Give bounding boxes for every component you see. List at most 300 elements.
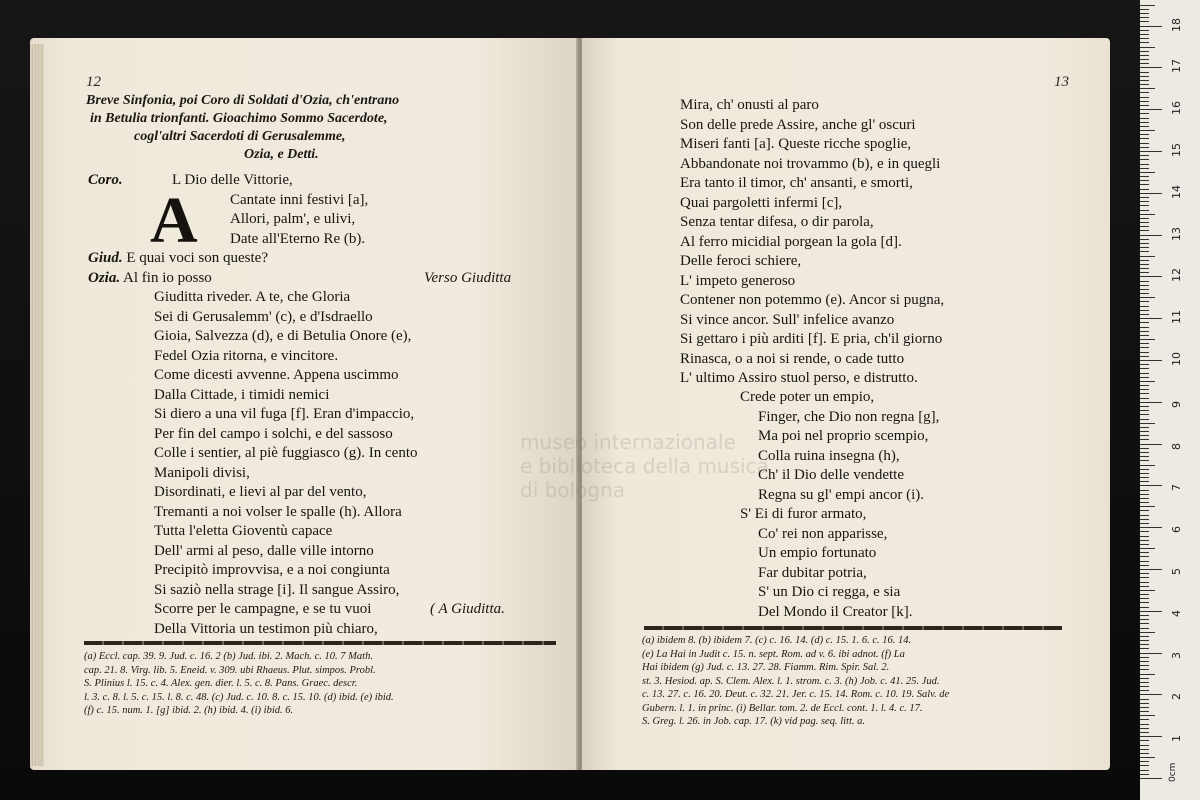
ruler-tick	[1140, 201, 1149, 202]
ruler-tick	[1140, 573, 1149, 574]
recitative-block	[680, 96, 944, 389]
ruler-tick	[1140, 193, 1162, 194]
text-line	[88, 230, 568, 250]
ruler-tick	[1140, 339, 1155, 340]
stage-direction: ( A Giuditta.	[430, 601, 505, 617]
footnote-line: cap. 21. 8. Virg. lib. 5. Eneid. v. 309. ubi Rhaeus. Plut. simpos. Probl.	[84, 664, 376, 676]
heading-line: Breve Sinfonia, poi Coro di Soldati d'Ozia, ch'entrano	[86, 93, 400, 108]
verse-line: Regna su gl' empi ancor (i).	[758, 486, 924, 503]
ruler-tick	[1140, 84, 1149, 85]
ruler-tick	[1140, 498, 1149, 499]
ruler-tick	[1140, 778, 1162, 779]
line-text: Sei di Gerusalemm' (c), e d'Isdraello	[154, 308, 373, 325]
ruler-tick	[1140, 548, 1155, 549]
ruler-tick	[1140, 172, 1155, 173]
footnote-line: S. Plinius l. 15. c. 4. Alex. gen. dier. l. 5. c. 8. Pans. Graec. descr.	[84, 678, 358, 689]
ruler-number: 18	[1170, 17, 1183, 32]
ruler-tick	[1140, 444, 1162, 445]
line-text: Tremanti a noi volser le spalle (h). Allora	[154, 503, 402, 520]
ruler-tick	[1140, 719, 1149, 720]
ruler-tick	[1140, 770, 1149, 771]
ruler-tick	[1140, 715, 1155, 716]
ruler-tick	[1140, 256, 1155, 257]
ruler-tick	[1140, 661, 1149, 662]
ruler-tick	[1140, 619, 1149, 620]
heading-line: Ozia, e Detti.	[244, 147, 319, 162]
text-line	[88, 522, 568, 542]
text-line: Son delle prede Assire, anche gl' oscuri	[680, 116, 916, 133]
text-line: Senza tentar difesa, o dir parola,	[680, 214, 874, 230]
ruler-tick	[1140, 30, 1149, 31]
verse-line: Colla ruina insegna (h),	[758, 447, 900, 464]
ruler-tick	[1140, 289, 1149, 290]
ruler-tick	[1140, 210, 1149, 211]
text-line	[88, 444, 568, 464]
ruler-tick	[1140, 536, 1149, 537]
ruler-tick	[1140, 113, 1149, 114]
ruler-tick	[1140, 17, 1149, 18]
ruler-tick	[1140, 301, 1149, 302]
ruler-tick	[1140, 247, 1149, 248]
ruler-tick	[1140, 285, 1149, 286]
ruler-tick	[1140, 393, 1149, 394]
ruler-tick	[1140, 72, 1149, 73]
ruler-tick	[1140, 13, 1149, 14]
text-line: L' ultimo Assiro stuol perso, e distrutto.	[680, 370, 918, 386]
page-number: 13	[1054, 74, 1069, 90]
line-text: Allori, palm', e ulivi,	[230, 211, 356, 227]
text-line	[88, 366, 568, 386]
ruler-tick	[1140, 724, 1149, 725]
ruler-tick	[1140, 465, 1155, 466]
ruler-tick	[1140, 607, 1149, 608]
ruler-number: 6	[1170, 526, 1183, 534]
line-text: Dalla Cittade, i timidi nemici	[154, 386, 330, 403]
ruler-tick	[1140, 92, 1149, 93]
ruler-tick	[1140, 523, 1149, 524]
footnote-line: c. 13. 27. c. 16. 20. Deut. c. 32. 21. Jer. c. 15. 14. Rom. c. 10. 19. Salv. de	[642, 689, 950, 700]
ruler-tick	[1140, 657, 1149, 658]
text-line	[88, 620, 568, 640]
ruler-tick	[1140, 143, 1149, 144]
text-line	[88, 171, 568, 191]
ruler-tick	[1140, 765, 1149, 766]
watermark-line: e biblioteca della musica	[520, 454, 769, 478]
ruler-tick	[1140, 740, 1149, 741]
ruler-tick	[1140, 761, 1149, 762]
ruler-tick	[1140, 42, 1149, 43]
footnote-line: Hai ibidem (g) Jud. c. 13. 27. 28. Fiamm. Rim. Spir. Sal. 2.	[642, 662, 890, 673]
ruler-tick	[1140, 314, 1149, 315]
ruler-tick	[1140, 63, 1149, 64]
ruler-tick	[1140, 134, 1149, 135]
verse-line: Finger, che Dio non regna [g],	[758, 408, 940, 425]
speaker-label: Ozia.	[88, 269, 121, 286]
ruler-tick	[1140, 774, 1149, 775]
ruler-tick	[1140, 531, 1149, 532]
ruler-tick	[1140, 552, 1149, 553]
ruler-tick	[1140, 243, 1149, 244]
ruler-tick	[1140, 80, 1149, 81]
ruler-tick	[1140, 527, 1162, 528]
heading-line: cogl'altri Sacerdoti di Gerusalemme,	[134, 129, 346, 144]
ruler-number: 5	[1170, 568, 1183, 575]
page-edges	[30, 44, 44, 766]
ruler-tick	[1140, 272, 1149, 273]
ruler-tick	[1140, 678, 1149, 679]
ruler-tick	[1140, 88, 1155, 89]
ruler-tick	[1140, 694, 1162, 695]
line-text: Tutta l'eletta Gioventù capace	[154, 523, 333, 539]
ruler-tick	[1140, 373, 1149, 374]
ruler-tick	[1140, 281, 1149, 282]
text-line	[88, 386, 568, 406]
ruler-tick	[1140, 67, 1162, 68]
ruler-tick	[1140, 623, 1149, 624]
ruler-tick	[1140, 506, 1155, 507]
ruler-tick	[1140, 590, 1155, 591]
ruler-number: 8	[1170, 442, 1183, 450]
ruler-tick	[1140, 364, 1149, 365]
ruler-number: 12	[1170, 268, 1183, 283]
footnote-rule	[84, 641, 556, 645]
text-line	[88, 288, 568, 308]
verse-line: Crede poter un empio,	[740, 389, 875, 405]
aria-verse	[680, 388, 939, 622]
ruler-number: 14	[1170, 184, 1183, 199]
ruler-tick	[1140, 653, 1162, 654]
ruler-tick	[1140, 665, 1149, 666]
ruler-tick	[1140, 427, 1149, 428]
ruler-tick	[1140, 34, 1149, 35]
ruler-tick	[1140, 356, 1149, 357]
line-text: Scorre per le campagne, e se tu vuoi	[154, 601, 372, 617]
ruler-tick	[1140, 611, 1162, 612]
text-line	[88, 464, 568, 484]
line-text: Date all'Eterno Re (b).	[230, 230, 366, 247]
ruler-tick	[1140, 197, 1149, 198]
ruler-tick	[1140, 368, 1149, 369]
ruler-tick	[1140, 222, 1149, 223]
text-line	[88, 249, 568, 269]
line-text: Come dicesti avvenne. Appena uscimmo	[154, 367, 399, 383]
ruler-number: 17	[1170, 59, 1183, 74]
ruler-tick	[1140, 389, 1149, 390]
text-line: Si gettaro i più arditi [f]. E pria, ch'il giorno	[680, 331, 943, 347]
ruler-number: 13	[1170, 226, 1183, 241]
line-text: Giuditta riveder. A te, che Gloria	[154, 289, 351, 305]
ruler-tick	[1140, 21, 1149, 22]
ruler-tick	[1140, 297, 1155, 298]
ruler-tick	[1140, 226, 1149, 227]
ruler-tick	[1140, 636, 1149, 637]
text-line: Mira, ch' onusti al paro	[680, 97, 819, 113]
ruler-tick	[1140, 230, 1149, 231]
ruler-tick	[1140, 59, 1149, 60]
ruler-tick	[1140, 398, 1149, 399]
ruler-tick	[1140, 155, 1149, 156]
text-line: Era tanto il timor, ch' ansanti, e smorti,	[680, 175, 913, 191]
line-text: Per fin del campo i solchi, e del sassoso	[154, 425, 393, 442]
line-text: Si diero a una vil fuga [f]. Eran d'impaccio,	[154, 406, 415, 422]
text-line: Si vince ancor. Sull' infelice avanzo	[680, 311, 895, 328]
verse-line: S' Ei di furor armato,	[740, 506, 867, 522]
line-text: Colle i sentier, al piè fuggiasco (g). In cento	[154, 445, 418, 461]
ruler-number: 1	[1170, 735, 1183, 743]
measuring-ruler	[1140, 0, 1200, 800]
ruler-tick	[1140, 682, 1149, 683]
ruler-tick	[1140, 310, 1149, 311]
text-line	[88, 561, 568, 581]
ruler-tick	[1140, 669, 1149, 670]
ruler-tick	[1140, 5, 1155, 6]
ruler-tick	[1140, 456, 1149, 457]
ruler-tick	[1140, 644, 1149, 645]
ruler-tick	[1140, 352, 1149, 353]
verse-line: Del Mondo il Creator [k].	[758, 603, 913, 620]
ruler-tick	[1140, 377, 1149, 378]
ruler-tick	[1140, 306, 1149, 307]
text-line	[88, 191, 568, 211]
ruler-tick	[1140, 582, 1149, 583]
ruler-number: 16	[1170, 101, 1183, 116]
ruler-tick	[1140, 556, 1149, 557]
ruler-tick	[1140, 331, 1149, 332]
ruler-tick	[1140, 168, 1149, 169]
footnotes	[642, 634, 949, 729]
ruler-tick	[1140, 423, 1155, 424]
ruler-tick	[1140, 469, 1149, 470]
text-line: Al ferro micidial porgean la gola [d].	[680, 233, 902, 250]
ruler-tick	[1140, 728, 1149, 729]
ruler-tick	[1140, 264, 1149, 265]
ruler-tick	[1140, 214, 1155, 215]
page-number: 12	[86, 74, 101, 90]
ruler-tick	[1140, 402, 1162, 403]
open-book	[30, 38, 1110, 770]
heading-line: in Betulia trionfanti. Gioachimo Sommo Sacerdote,	[90, 111, 388, 126]
ruler-tick	[1140, 276, 1162, 277]
ruler-tick	[1140, 159, 1149, 160]
ruler-tick	[1140, 51, 1149, 52]
ruler-tick	[1140, 632, 1155, 633]
ruler-number: 10	[1170, 352, 1183, 366]
ruler-tick	[1140, 347, 1149, 348]
ruler-tick	[1140, 452, 1149, 453]
text-line	[88, 542, 568, 562]
ruler-tick	[1140, 327, 1149, 328]
ruler-tick	[1140, 565, 1149, 566]
ruler-tick	[1140, 711, 1149, 712]
left-page	[30, 38, 578, 770]
text-line: L' impeto generoso	[680, 272, 796, 289]
text-line	[88, 425, 568, 445]
ruler-tick	[1140, 686, 1149, 687]
ruler-tick	[1140, 628, 1149, 629]
line-text: Precipitò improvvisa, e a noi congiunta	[154, 562, 390, 578]
ruler-tick	[1140, 594, 1149, 595]
ruler-tick	[1140, 235, 1162, 236]
stage-direction: Verso Giuditta	[424, 269, 512, 286]
ruler-tick	[1140, 260, 1149, 261]
ruler-tick	[1140, 176, 1149, 177]
drop-cap: A	[150, 184, 198, 257]
ruler-number: 15	[1170, 143, 1183, 157]
dialogue-block	[88, 171, 568, 639]
ruler-tick	[1140, 448, 1149, 449]
ruler-tick	[1140, 502, 1149, 503]
ruler-tick	[1140, 109, 1162, 110]
footnote-line: (a) Eccl. cap. 39. 9. Jud. c. 16. 2 (b) Jud. ibi. 2. Mach. c. 10. 7 Math.	[84, 651, 373, 662]
ruler-tick	[1140, 615, 1149, 616]
ruler-tick	[1140, 184, 1149, 185]
speaker-label: Giud.	[88, 250, 123, 266]
ruler-tick	[1140, 138, 1149, 139]
ruler-tick	[1140, 640, 1149, 641]
verse-line: Far dubitar potria,	[758, 564, 867, 581]
ruler-tick	[1140, 406, 1149, 407]
ruler-number: 4	[1170, 609, 1183, 617]
ruler-tick	[1140, 515, 1149, 516]
text-line	[88, 600, 568, 620]
ruler-number: 2	[1170, 693, 1183, 701]
line-text: Cantate inni festivi [a],	[230, 191, 369, 208]
verse-line: Un empio fortunato	[758, 545, 877, 561]
ruler-tick	[1140, 577, 1149, 578]
line-text: Al fin io posso	[123, 269, 212, 286]
text-line: Delle feroci schiere,	[680, 253, 802, 269]
line-text: Disordinati, e lievi al par del vento,	[154, 484, 367, 500]
ruler-tick	[1140, 540, 1149, 541]
ruler-tick	[1140, 55, 1149, 56]
footnote-line: (f) c. 15. num. 1. [g] ibid. 2. (h) ibid. 4. (i) ibid. 6.	[84, 705, 294, 716]
footnote-line: l. 3. c. 8. l. 5. c. 15. l. 8. c. 48. (c) Jud. c. 10. 8. c. 15. 10. (d) ibid. (e) ibid.	[84, 691, 394, 703]
footnote-line: Gubern. l. 1. in princ. (i) Bellar. tom. 2. de Eccl. cont. 1. l. 4. c. 17.	[642, 702, 923, 714]
text-line	[88, 405, 568, 425]
ruler-tick	[1140, 47, 1155, 48]
ruler-tick	[1140, 118, 1149, 119]
text-line: Miseri fanti [a]. Queste ricche spoglie,	[680, 136, 912, 152]
ruler-tick	[1140, 490, 1149, 491]
verse-line: Ma poi nel proprio scempio,	[758, 428, 929, 444]
ruler-tick	[1140, 477, 1149, 478]
ruler-tick	[1140, 147, 1149, 148]
ruler-tick	[1140, 519, 1149, 520]
ruler-tick	[1140, 343, 1149, 344]
ruler-tick	[1140, 410, 1149, 411]
line-text: Si saziò nella strage [i]. Il sangue Assiro,	[154, 581, 400, 598]
footnotes	[84, 650, 394, 718]
line-text: Manipoli divisi,	[154, 464, 250, 481]
ruler-tick	[1140, 439, 1149, 440]
ruler-tick	[1140, 26, 1162, 27]
scene-heading	[86, 92, 566, 164]
ruler-tick	[1140, 569, 1162, 570]
ruler-tick	[1140, 707, 1149, 708]
ruler-tick	[1140, 189, 1149, 190]
ruler-tick	[1140, 736, 1162, 737]
ruler-tick	[1140, 164, 1149, 165]
ruler-tick	[1140, 745, 1149, 746]
text-line	[88, 347, 568, 367]
ruler-tick	[1140, 494, 1149, 495]
text-line	[88, 308, 568, 328]
line-text: Fedel Ozia ritorna, e vincitore.	[154, 347, 339, 364]
ruler-tick	[1140, 757, 1155, 758]
line-text: L Dio delle Vittorie,	[172, 172, 293, 188]
text-line	[88, 210, 568, 230]
ruler-tick	[1140, 322, 1149, 323]
ruler-tick	[1140, 268, 1149, 269]
ruler-number: 9	[1170, 400, 1183, 408]
ruler-tick	[1140, 101, 1149, 102]
ruler-tick	[1140, 753, 1149, 754]
text-line	[88, 269, 568, 289]
watermark-line: di bologna	[520, 478, 625, 502]
footnote-line: st. 3. Hesiod. ap. S. Clem. Alex. l. 1. strom. c. 3. (h) Job. c. 41. 25. Jud.	[642, 675, 940, 687]
text-line	[88, 503, 568, 523]
text-line	[88, 581, 568, 601]
right-page	[582, 38, 1110, 770]
ruler-tick	[1140, 97, 1149, 98]
ruler-tick	[1140, 481, 1149, 482]
text-line: Abbandonate noi trovammo (b), e in quegli	[680, 155, 941, 172]
ruler-tick	[1140, 431, 1149, 432]
ruler-tick	[1140, 251, 1149, 252]
footnote-rule	[644, 626, 1062, 630]
ruler-tick	[1140, 435, 1149, 436]
line-text: Della Vittoria un testimon più chiaro,	[154, 620, 378, 637]
ruler-tick	[1140, 749, 1149, 750]
ruler-tick	[1140, 293, 1149, 294]
ruler-tick	[1140, 602, 1149, 603]
verse-line: S' un Dio ci regga, e sia	[758, 584, 901, 600]
ruler-tick	[1140, 510, 1149, 511]
ruler-number: 7	[1170, 484, 1183, 492]
ruler-tick	[1140, 674, 1155, 675]
ruler-tick	[1140, 561, 1149, 562]
verse-line: Ch' il Dio delle vendette	[758, 467, 905, 483]
ruler-tick	[1140, 732, 1149, 733]
text-line: Contener non potemmo (e). Ancor si pugna,	[680, 292, 945, 308]
ruler-tick	[1140, 151, 1162, 152]
ruler-tick	[1140, 180, 1149, 181]
ruler-tick	[1140, 586, 1149, 587]
ruler-number: 3	[1170, 651, 1183, 659]
ruler-tick	[1140, 473, 1149, 474]
ruler-tick	[1140, 335, 1149, 336]
ruler-tick	[1140, 318, 1162, 319]
ruler-tick	[1140, 239, 1149, 240]
library-watermark	[520, 430, 769, 502]
ruler-tick	[1140, 122, 1149, 123]
verse-line: Co' rei non apparisse,	[758, 525, 888, 542]
ruler-tick	[1140, 360, 1162, 361]
ruler-tick	[1140, 690, 1149, 691]
ruler-tick	[1140, 703, 1149, 704]
ruler-number: 11	[1170, 310, 1183, 325]
ruler-unit: 0cm	[1168, 762, 1178, 782]
ruler-tick	[1140, 218, 1149, 219]
ruler-tick	[1140, 205, 1149, 206]
ruler-tick	[1140, 76, 1149, 77]
watermark-line: museo internazionale	[520, 430, 736, 454]
ruler-tick	[1140, 385, 1149, 386]
text-line: Rinasca, o a noi si rende, o cade tutto	[680, 350, 905, 367]
ruler-tick	[1140, 544, 1149, 545]
ruler-tick	[1140, 598, 1149, 599]
line-text: E quai voci son queste?	[126, 250, 268, 266]
